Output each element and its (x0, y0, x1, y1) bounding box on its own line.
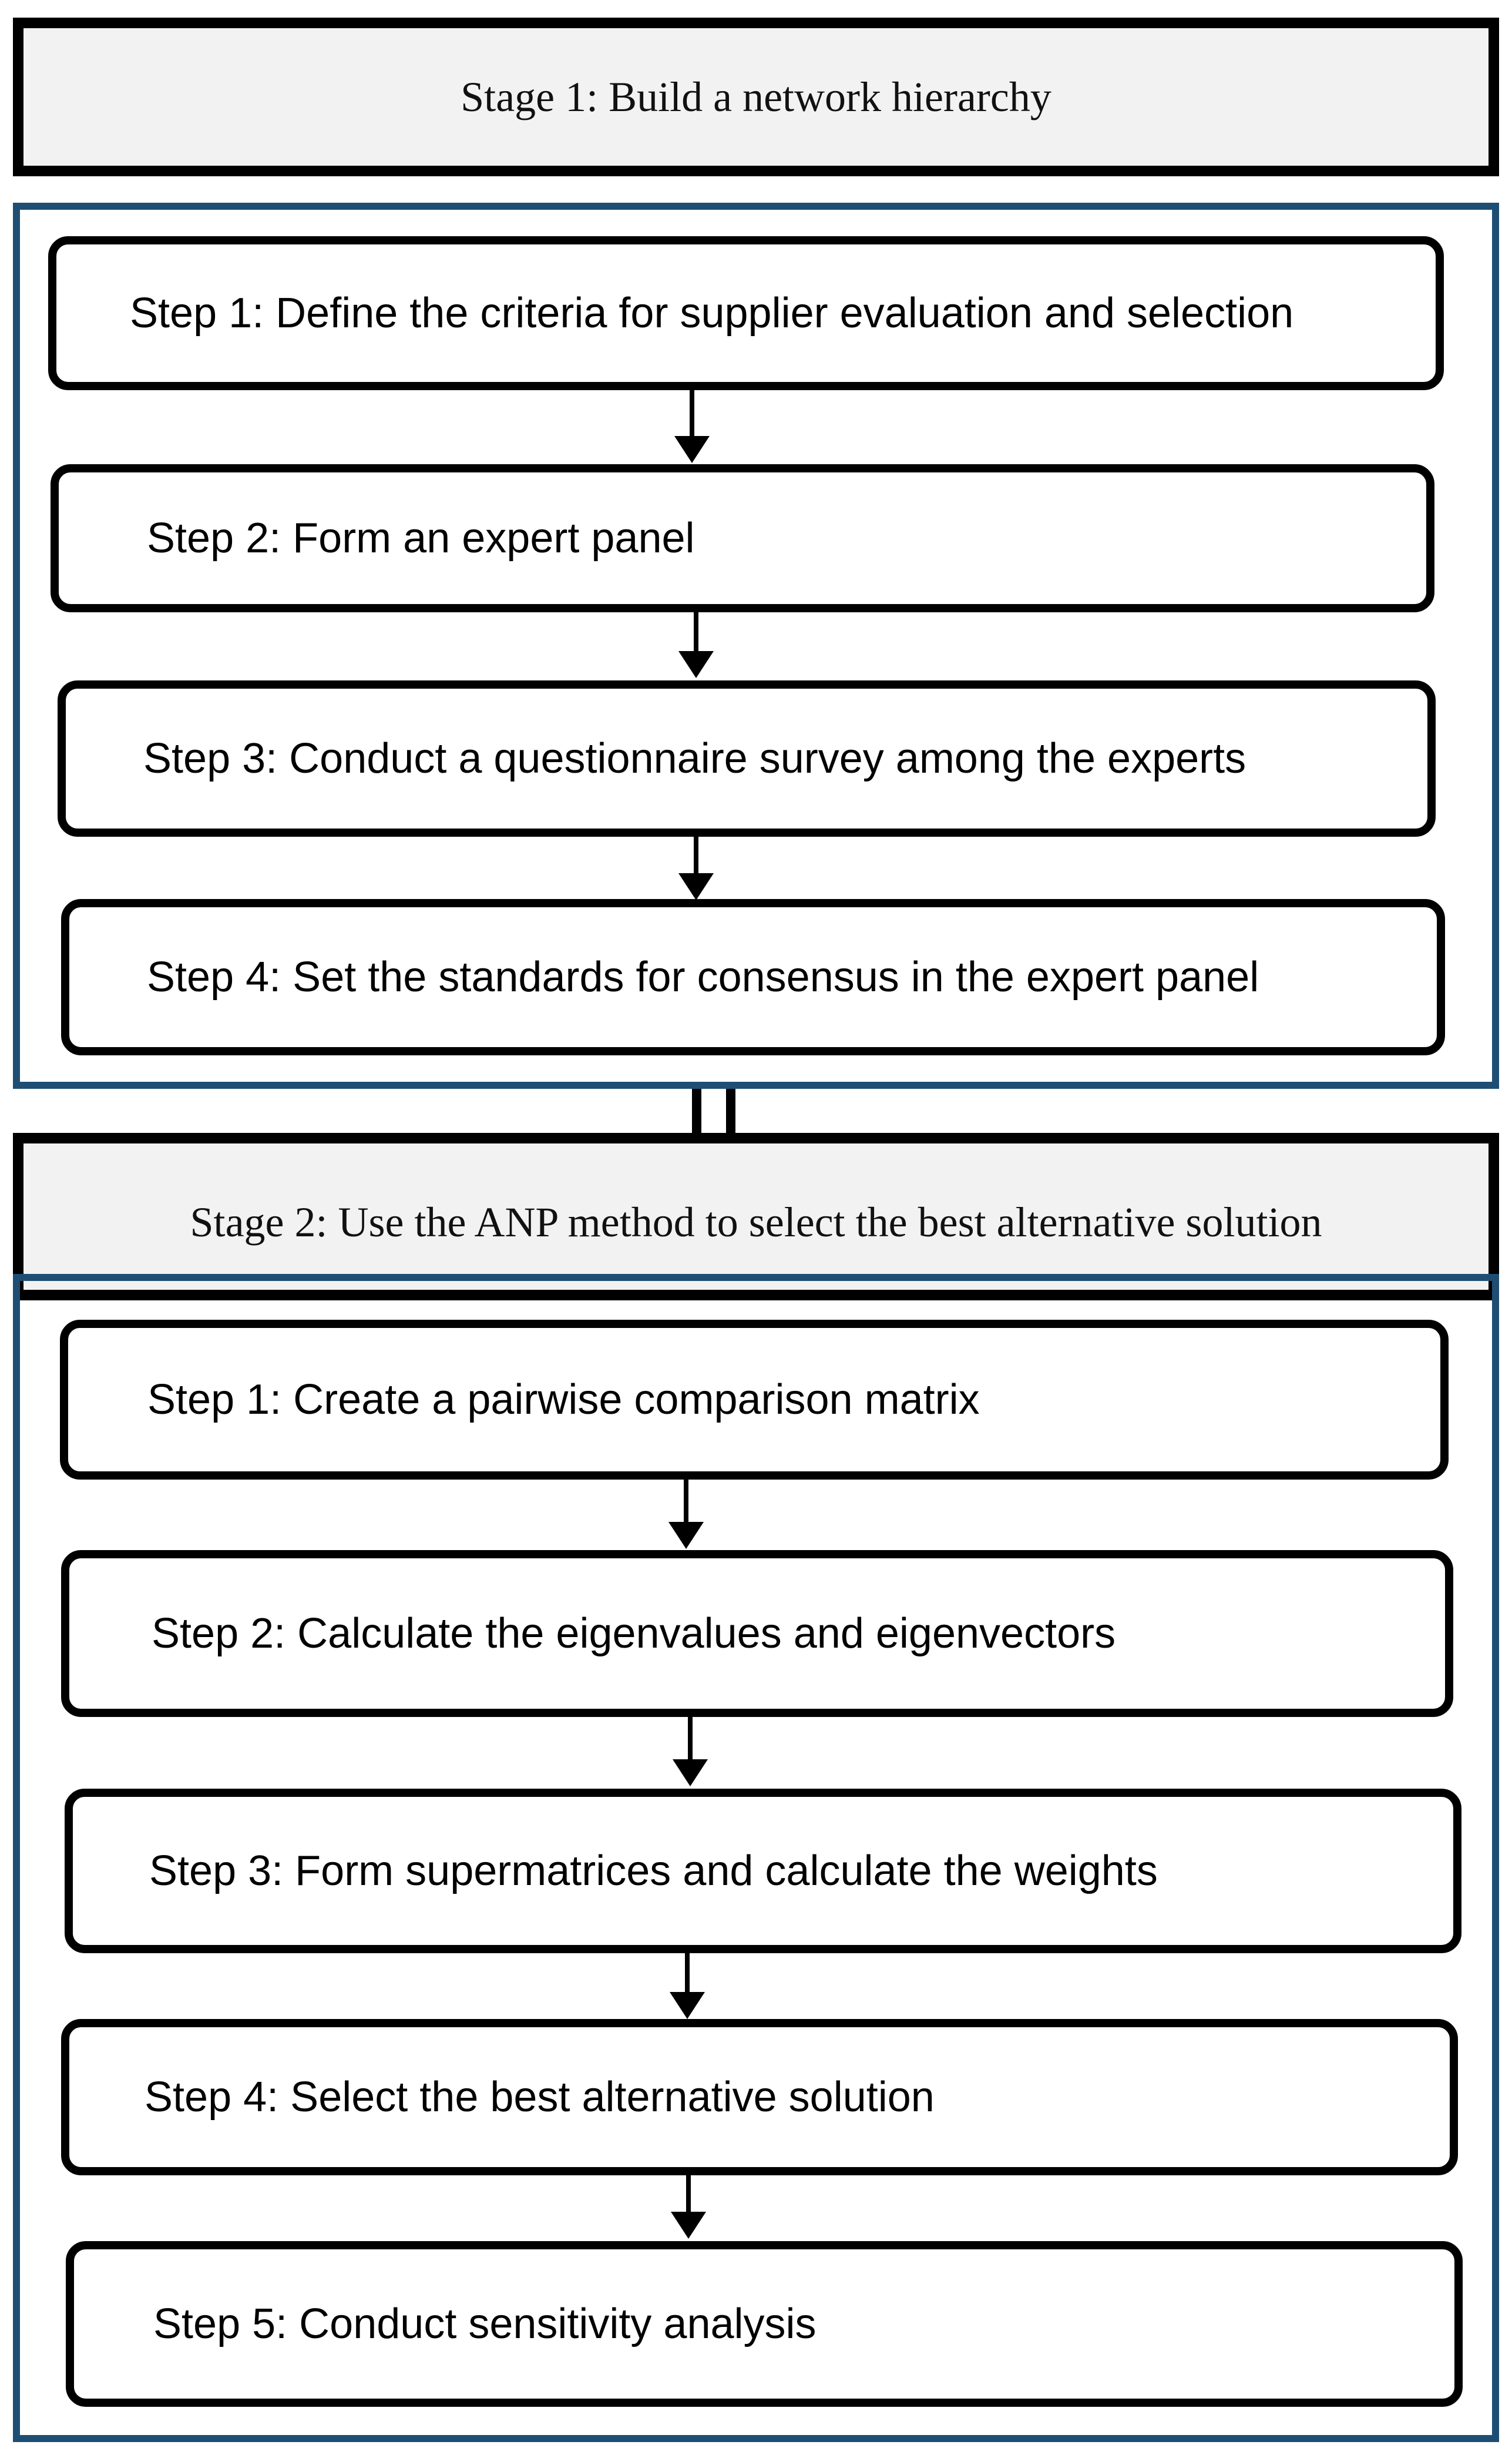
stage2-step-5-label: Step 5: Conduct sensitivity analysis (153, 2300, 817, 2347)
arrow-down-icon (678, 837, 714, 900)
stage1-step-2-label: Step 2: Form an expert panel (147, 515, 695, 562)
stage2-step-4 (61, 2019, 1458, 2175)
stage2-step-1 (60, 1320, 1449, 1480)
arrow-down-icon (670, 1953, 705, 2019)
arrow-down-icon (668, 1480, 704, 1549)
stage1-step-1 (48, 236, 1444, 390)
stage2-step-1-label: Step 1: Create a pairwise comparison matrix (147, 1376, 980, 1423)
arrow-down-icon (673, 1717, 708, 1786)
stage1-step-3 (58, 680, 1436, 837)
arrow-down-icon (671, 2175, 706, 2239)
stage1-header (13, 18, 1499, 176)
stage2-step-2-label: Step 2: Calculate the eigenvalues and eigenvectors (152, 1610, 1116, 1657)
stage2-step-5 (66, 2241, 1463, 2407)
stage1-step-1-label: Step 1: Define the criteria for supplier evaluation and selection (130, 290, 1294, 337)
stage1-step-3-label: Step 3: Conduct a questionnaire survey among the experts (143, 735, 1246, 782)
stage1-step-4 (61, 899, 1445, 1055)
stage2-step-4-label: Step 4: Select the best alternative solution (145, 2074, 935, 2121)
stage2-step-3-label: Step 3: Form supermatrices and calculate the weights (149, 1847, 1158, 1894)
stage-connector-left (692, 1089, 701, 1136)
stage-connector-right (726, 1089, 735, 1136)
stage2-title: Stage 2: Use the ANP method to select the best alternative solution (190, 1199, 1322, 1246)
arrow-down-icon (678, 612, 714, 678)
stage1-title: Stage 1: Build a network hierarchy (461, 73, 1051, 120)
stage1-step-4-label: Step 4: Set the standards for consensus in the expert panel (147, 954, 1259, 1001)
arrow-down-icon (674, 390, 710, 463)
stage2-step-2 (61, 1550, 1453, 1717)
stage1-step-2 (51, 464, 1434, 612)
stage2-step-3 (65, 1789, 1461, 1953)
